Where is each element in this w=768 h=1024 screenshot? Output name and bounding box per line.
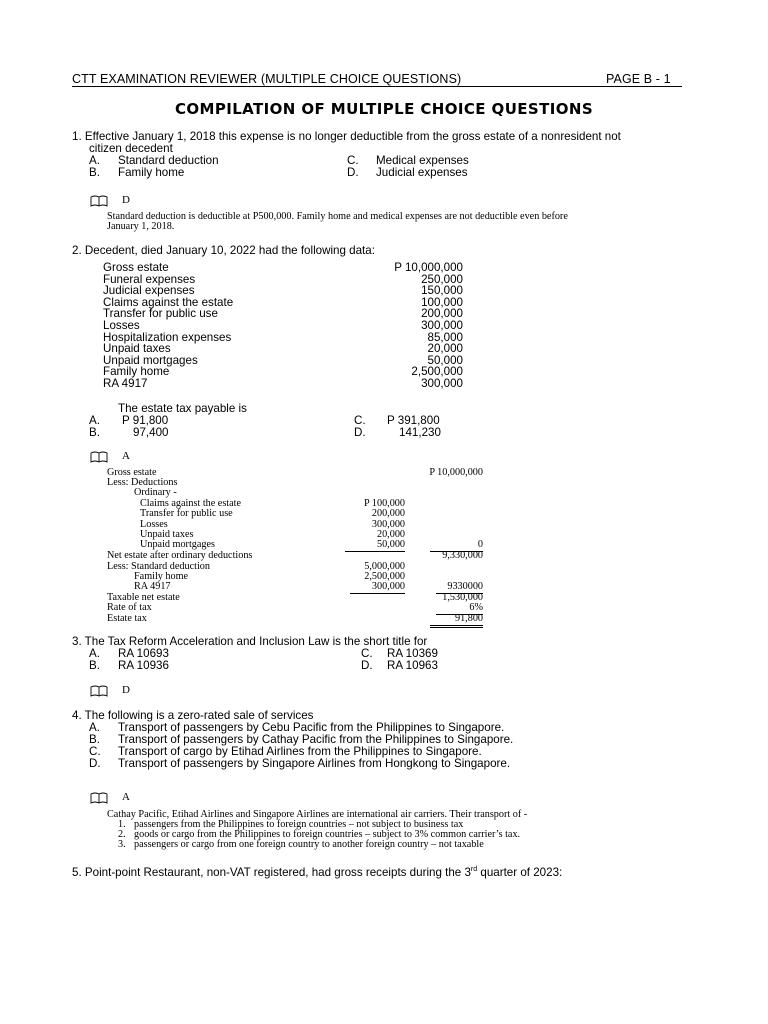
q4-choice-b-letter: B. [89,733,100,746]
q2-data-label: Unpaid taxes [103,342,171,356]
q2-data-label: Hospitalization expenses [103,330,232,344]
page-number: PAGE B - 1 [606,72,671,86]
q2-data-label: Transfer for public use [103,307,218,321]
question-2-stem: 2. Decedent, died January 10, 2022 had the following data: [72,244,375,257]
open-book-icon [90,451,108,463]
sol-ra4917-label: RA 4917 [134,581,171,592]
question-5-stem [72,864,562,879]
sol-ordinary-item-label: Losses [140,518,168,530]
header-rule [72,86,682,87]
sol-ordinary-item-value: 50,000 [345,540,405,552]
q2-data-label: Family home [103,365,170,379]
sol-gross-estate-value: P 10,000,000 [429,467,483,478]
sol-rate-value: 6% [436,603,483,615]
q3-choice-c-letter: C. [361,647,373,660]
q2-choice-c-letter: C. [354,414,366,427]
question-1-stem-cont: citizen decedent [89,142,173,155]
q4-expl-3: passengers or cargo from one foreign country to another foreign country – not taxable [134,839,484,850]
sol-net-estate-value: 9,330,000 [442,550,483,561]
q3-choice-b-letter: B. [89,659,100,672]
q3-answer: D [122,684,130,696]
q2-data-label: Gross estate [103,261,169,274]
q2-data-value: 20,000 [427,342,463,356]
sol-ordinary-item-label: Unpaid taxes [140,528,194,540]
sol-taxable-value: 1,530,000 [442,592,483,603]
q2-data-label: Funeral expenses [103,272,196,286]
question-4-stem: 4. The following is a zero-rated sale of services [72,709,314,722]
q1-choice-a-letter: A. [89,154,100,167]
sol-ordinary-item-value: 200,000 [371,508,405,520]
question-3-stem: 3. The Tax Reform Acceleration and Inclusion Law is the short title for [72,635,428,648]
q2-data-label: Claims against the estate [103,295,234,309]
open-book-icon [90,792,108,804]
q4-answer: A [122,791,130,803]
q4-choice-a-letter: A. [89,721,100,734]
sol-ordinary-item-label: Unpaid mortgages [140,539,215,551]
sol-estate-tax-value: 91,800 [430,614,483,628]
open-book-icon [90,195,108,207]
q4-expl-1-num: 1. [118,819,126,830]
q4-expl-1: passengers from the Philippines to foreign countries – not subject to business tax [134,819,464,830]
q2-question: The estate tax payable is [118,402,247,415]
q2-choice-a: P 91,800 [122,414,169,427]
q2-data-label: Losses [103,319,140,332]
q3-choice-d: RA 10963 [387,659,438,672]
q2-data-label: Unpaid mortgages [103,353,198,367]
q2-data-value: 2,500,000 [411,365,463,379]
q3-choice-c: RA 10369 [387,647,438,660]
page-title: COMPILATION OF MULTIPLE CHOICE QUESTIONS [174,100,594,118]
q2-choice-a-letter: A. [89,414,100,427]
q1-choice-a: Standard deduction [118,154,219,167]
q4-choice-c-letter: C. [89,745,101,758]
q5-stem-sup: rd [470,866,478,873]
sol-ordinary-item-label: Claims against the estate [140,498,241,509]
sol-estate-tax-label: Estate tax [107,613,147,624]
q4-choice-d: Transport of passengers by Singapore Airlines from Hongkong to Singapore. [118,757,511,770]
sol-net-estate-label: Net estate after ordinary deductions [107,550,253,561]
q3-choice-d-letter: D. [361,659,373,672]
q4-choice-a: Transport of passengers by Cebu Pacific from the Philippines to Singapore. [118,721,505,734]
q2-choice-b: 97,400 [133,426,169,439]
sol-ordinary: Ordinary - [134,487,177,498]
q3-choice-b: RA 10936 [118,659,169,672]
q2-data-value: 300,000 [421,377,463,390]
q2-data-value: 300,000 [421,319,463,332]
sol-family-home-value: 2,500,000 [364,571,405,582]
q1-explanation-line-1: Standard deduction is deductible at P500,000. Family home and medical expenses are not deductible even before [107,211,568,222]
q1-choice-b-letter: B. [89,166,100,179]
running-header-title: CTT EXAMINATION REVIEWER (MULTIPLE CHOICE QUESTIONS) [72,72,462,86]
sol-ordinary-item-value: P 100,000 [364,498,405,509]
sol-ra4917-value: 300,000 [350,582,405,594]
sol-less-deductions: Less: Deductions [107,477,178,488]
q2-data-value: 200,000 [421,307,463,321]
q2-choice-d: 141,230 [399,426,441,439]
q1-answer: D [122,194,130,206]
q4-choice-d-letter: D. [89,757,101,770]
q1-choice-c: Medical expenses [376,154,469,167]
sol-ordinary-item-value: 300,000 [371,518,405,530]
q4-expl-2-num: 2. [118,829,126,840]
q4-choice-c: Transport of cargo by Etihad Airlines from the Philippines to Singapore. [118,745,482,758]
q1-choice-d-letter: D. [347,166,359,179]
q4-explanation-intro: Cathay Pacific, Etihad Airlines and Singapore Airlines are international air carriers. Their transport of - [107,809,528,820]
sol-ordinary-item-value: 20,000 [376,528,405,540]
q1-explanation-line-2: January 1, 2018. [107,221,175,232]
q4-choice-b: Transport of passengers by Cathay Pacific from the Philippines to Singapore. [118,733,514,746]
sol-special-label: Less: Standard deduction [107,561,210,572]
q2-data-value: P 10,000,000 [394,261,463,274]
q2-choice-d-letter: D. [354,426,366,439]
q5-stem-pre: 5. Point-point Restaurant, non-VAT registered, had gross receipts during the 3 [72,865,471,879]
q5-stem-post: quarter of 2023: [477,865,563,879]
q1-choice-d: Judicial expenses [376,166,468,179]
q1-choice-b: Family home [118,166,185,179]
sol-ordinary-zero: 0 [430,540,483,552]
q2-data-value: 100,000 [421,295,463,309]
q2-data-value: 85,000 [427,330,463,344]
sol-special-total: 9330000 [436,582,483,594]
q2-answer: A [122,450,130,462]
question-1-stem: 1. Effective January 1, 2018 this expense is no longer deductible from the gross estate of a nonresident not [72,130,621,143]
q3-choice-a: RA 10693 [118,647,169,660]
sol-standard-deduction-value: 5,000,000 [364,561,405,572]
q2-choice-b-letter: B. [89,426,100,439]
sol-ordinary-item-label: Transfer for public use [140,508,233,520]
q2-choice-c: P 391,800 [387,414,440,427]
open-book-icon [90,685,108,697]
sol-rate-label: Rate of tax [107,602,152,613]
q1-choice-c-letter: C. [347,154,359,167]
q2-data-label: RA 4917 [103,377,148,390]
q2-data-value: 150,000 [421,284,463,298]
q2-data-value: 50,000 [427,353,463,367]
q4-expl-3-num: 3. [118,839,126,850]
q2-data-label: Judicial expenses [103,284,195,298]
q2-data-value: 250,000 [421,272,463,286]
sol-family-home-label: Family home [134,571,189,582]
q3-choice-a-letter: A. [89,647,100,660]
sol-taxable-label: Taxable net estate [107,592,180,603]
sol-gross-estate-label: Gross estate [107,467,157,478]
q4-expl-2: goods or cargo from the Philippines to foreign countries – subject to 3% common carrier’s tax. [134,829,521,840]
